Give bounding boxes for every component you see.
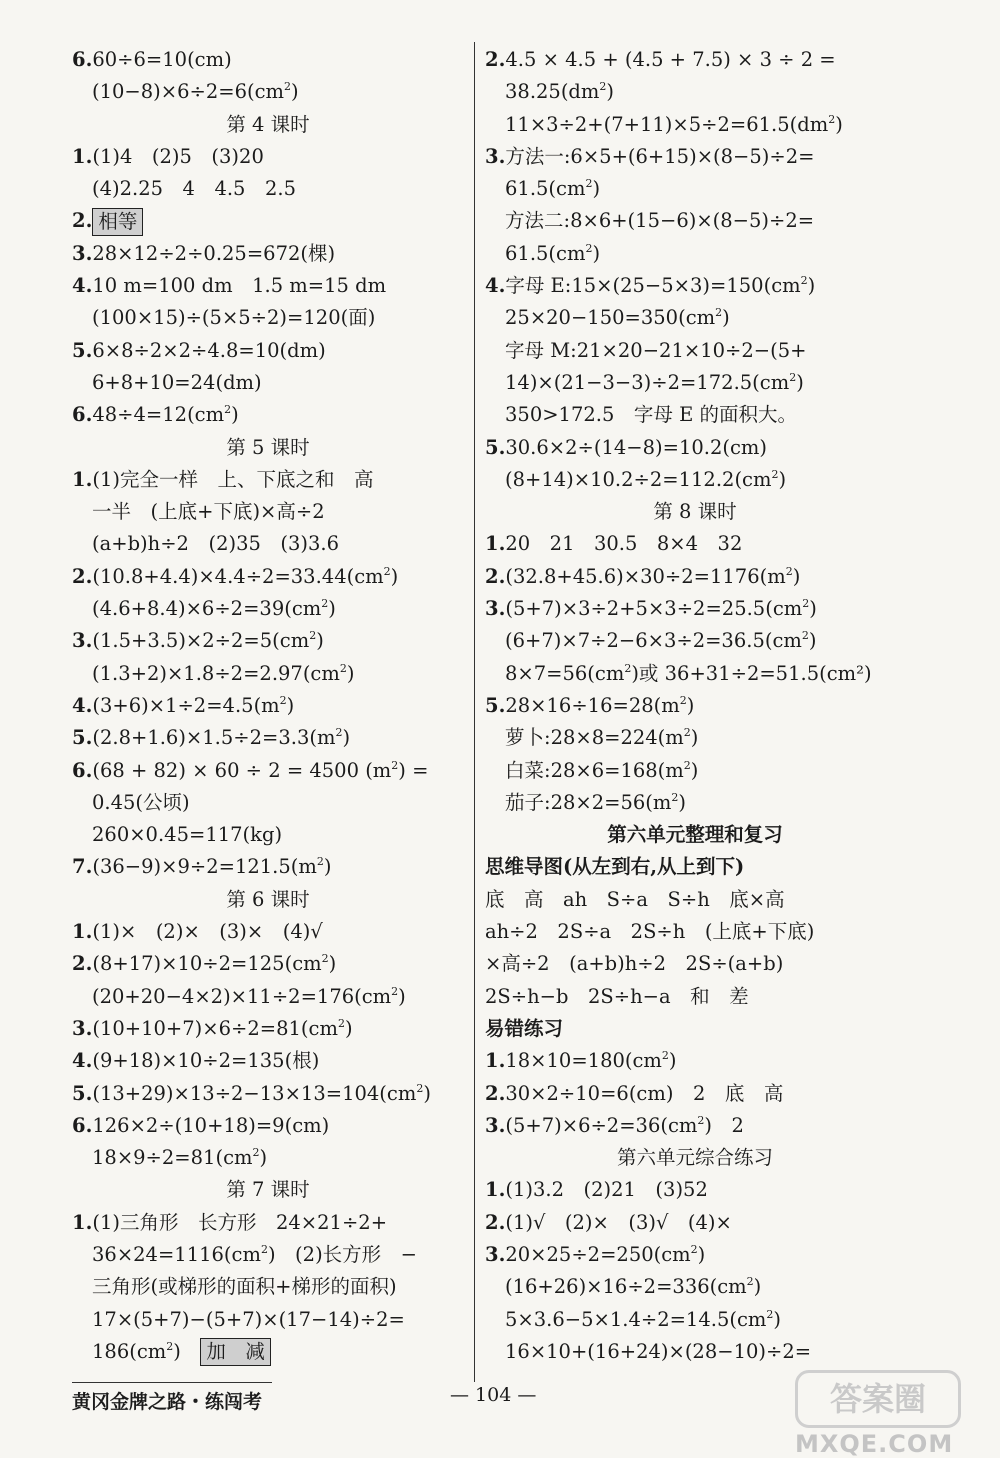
answer-line bbox=[485, 1078, 905, 1110]
answer-text: (6+7)×7÷2−6×3÷2=36.5(cm bbox=[505, 629, 802, 653]
answer-text: (10.8+4.4)×4.4÷2=33.44(cm bbox=[92, 564, 384, 588]
answer-line bbox=[485, 528, 905, 560]
answer-text: (10+10+7)×6÷2=81(cm bbox=[92, 1016, 338, 1040]
section-heading bbox=[485, 496, 905, 528]
answer-text: (2.8+1.6)×1.5÷2=3.3(m bbox=[92, 726, 336, 750]
answer-line bbox=[485, 205, 905, 237]
answer-text: (1)× (2)× (3)× (4)√ bbox=[92, 920, 323, 944]
question-number: 4. bbox=[72, 274, 93, 298]
answer-text: (3+6)×1÷2=4.5(m bbox=[92, 693, 280, 717]
answer-line bbox=[72, 1110, 464, 1142]
answer-text: ah÷2 2S÷a 2S÷h (上底+下底) bbox=[485, 920, 815, 944]
answer-text: 8×7=56(cm bbox=[505, 661, 625, 685]
answer-text-tail: ) bbox=[690, 758, 699, 782]
heading-text: 第 5 课时 bbox=[226, 435, 310, 459]
section-heading bbox=[72, 1174, 464, 1206]
answer-line bbox=[72, 981, 464, 1013]
unit-exponent: 2 bbox=[802, 597, 810, 611]
answer-text: (5+7)×3÷2+5×3÷2=25.5(cm bbox=[505, 597, 803, 621]
answer-text: 18×9÷2=81(cm bbox=[92, 1146, 253, 1170]
answer-text-tail: ) bbox=[390, 564, 399, 588]
answer-text: (1.3+2)×1.8÷2=2.97(cm bbox=[92, 661, 340, 685]
answer-text-tail: ) bbox=[328, 952, 337, 976]
answer-text: (4.6+8.4)×6÷2=39(cm bbox=[92, 597, 322, 621]
question-number: 1. bbox=[485, 532, 506, 556]
answer-line bbox=[72, 367, 464, 399]
answer-text-tail: ) bbox=[773, 1307, 781, 1331]
answer-text: (10−8)×6÷2=6(cm bbox=[92, 80, 285, 104]
answer-text: 260×0.45=117(kg) bbox=[92, 823, 283, 847]
answer-text: 2S÷h−b 2S÷h−a 和 差 bbox=[485, 984, 749, 1008]
unit-exponent: 2 bbox=[321, 952, 329, 966]
answer-text: 18×10=180(cm bbox=[505, 1049, 662, 1073]
heading-text: 第六单元综合练习 bbox=[616, 1146, 773, 1170]
question-number: 6. bbox=[72, 1113, 93, 1137]
question-number: 3. bbox=[72, 629, 93, 653]
question-number: 5. bbox=[72, 1081, 93, 1105]
question-number: 2. bbox=[72, 209, 93, 233]
unit-exponent: 2 bbox=[715, 306, 723, 320]
unit-exponent: 2 bbox=[316, 855, 324, 869]
answer-text: 三角形(或梯形的面积+梯形的面积) bbox=[92, 1275, 397, 1299]
answer-text: 350>172.5 字母 E 的面积大。 bbox=[505, 403, 798, 427]
answer-line bbox=[72, 44, 464, 76]
answer-line bbox=[485, 1110, 905, 1142]
answer-line bbox=[72, 76, 464, 108]
answer-text-tail: ) bbox=[835, 112, 843, 136]
section-heading bbox=[72, 109, 464, 141]
answer-line bbox=[72, 464, 464, 496]
answer-line bbox=[485, 1013, 905, 1045]
answer-line bbox=[485, 625, 905, 657]
answer-line bbox=[72, 399, 464, 431]
answer-text-tail: ) bbox=[592, 241, 601, 265]
answer-line bbox=[72, 205, 464, 237]
question-number: 5. bbox=[72, 726, 93, 750]
question-number: 3. bbox=[485, 597, 506, 621]
question-number: 1. bbox=[72, 920, 93, 944]
answer-line bbox=[485, 1336, 905, 1368]
question-number: 4. bbox=[72, 693, 93, 717]
answer-text: 5×3.6−5×1.4÷2=14.5(cm bbox=[505, 1307, 767, 1331]
answer-text-tail: ) bbox=[592, 177, 601, 201]
answer-text: 28×12÷2÷0.25=672(棵) bbox=[92, 241, 336, 265]
answer-text: (1)√ (2)× (3)√ (4)× bbox=[505, 1210, 732, 1234]
answer-text-tail: ) bbox=[690, 726, 699, 750]
answer-line bbox=[72, 690, 464, 722]
unit-exponent: 2 bbox=[284, 80, 292, 94]
column-divider bbox=[474, 42, 475, 1382]
question-number: 3. bbox=[485, 144, 506, 168]
answer-text: (8+17)×10÷2=125(cm bbox=[92, 952, 322, 976]
unit-exponent: 2 bbox=[391, 758, 399, 772]
question-number: 5. bbox=[485, 435, 506, 459]
answer-line bbox=[485, 464, 905, 496]
answer-line bbox=[72, 625, 464, 657]
answer-text-tail: ) (2)长方形 − bbox=[267, 1242, 418, 1266]
answer-text: 25×20−150=350(cm bbox=[505, 306, 716, 330]
answer-line bbox=[72, 238, 464, 270]
answer-line bbox=[485, 1304, 905, 1336]
question-number: 1. bbox=[72, 1210, 93, 1234]
answer-text-tail: ) bbox=[778, 467, 787, 491]
unit-exponent: 2 bbox=[661, 1049, 669, 1063]
answer-line bbox=[72, 1013, 464, 1045]
question-number: 3. bbox=[485, 1113, 506, 1137]
answer-text-tail: ) bbox=[291, 80, 299, 104]
answer-text-tail: ) bbox=[809, 597, 817, 621]
answer-line bbox=[485, 1207, 905, 1239]
answer-line bbox=[485, 238, 905, 270]
answer-text: (8+14)×10.2÷2=112.2(cm bbox=[505, 467, 772, 491]
answer-line bbox=[72, 141, 464, 173]
answer-text-tail: ) bbox=[316, 629, 324, 653]
unit-exponent: 2 bbox=[321, 597, 329, 611]
unit-exponent: 2 bbox=[766, 1307, 774, 1321]
answer-column-right bbox=[485, 44, 905, 1368]
heading-text: 第 7 课时 bbox=[226, 1178, 310, 1202]
answer-text-tail: )或 36+31÷2=51.5(cm²) bbox=[631, 661, 872, 685]
answer-text: (1)三角形 长方形 24×21÷2+ bbox=[92, 1210, 388, 1234]
answer-line bbox=[72, 1142, 464, 1174]
answer-column-left bbox=[72, 44, 464, 1368]
answer-text-tail: ) bbox=[286, 693, 295, 717]
answer-line bbox=[72, 270, 464, 302]
answer-line bbox=[485, 561, 905, 593]
answer-line bbox=[72, 658, 464, 690]
unit-exponent: 2 bbox=[339, 661, 347, 675]
question-number: 3. bbox=[485, 1242, 506, 1266]
answer-text: 思维导图(从左到右,从上到下) bbox=[485, 855, 745, 879]
answer-text-tail: ) bbox=[259, 1146, 268, 1170]
answer-text: (a+b)h÷2 (2)35 (3)3.6 bbox=[92, 532, 340, 556]
answer-text-tail: ) bbox=[344, 1016, 353, 1040]
unit-exponent: 2 bbox=[800, 274, 808, 288]
answer-text: 36×24=1116(cm bbox=[92, 1242, 261, 1266]
answer-line bbox=[485, 432, 905, 464]
answer-line bbox=[485, 1045, 905, 1077]
answer-text-tail: ) bbox=[722, 306, 730, 330]
answer-line bbox=[72, 948, 464, 980]
answer-text-tail: ) 2 bbox=[704, 1113, 744, 1137]
answer-text: 60÷6=10(cm) bbox=[92, 48, 232, 71]
answer-line bbox=[485, 367, 905, 399]
answer-line bbox=[485, 593, 905, 625]
question-number: 2. bbox=[72, 564, 93, 588]
answer-text: 底 高 ah S÷a S÷h 底×高 bbox=[485, 887, 785, 911]
unit-exponent: 2 bbox=[828, 112, 836, 126]
answer-text: (32.8+45.6)×30÷2=1176(m bbox=[505, 564, 786, 588]
question-number: 5. bbox=[72, 338, 93, 362]
unit-exponent: 2 bbox=[335, 726, 343, 740]
answer-line bbox=[485, 916, 905, 948]
answer-line bbox=[72, 1045, 464, 1077]
question-number: 6. bbox=[72, 48, 93, 71]
heading-text: 第六单元整理和复习 bbox=[607, 823, 783, 847]
answer-line bbox=[485, 302, 905, 334]
section-heading bbox=[72, 432, 464, 464]
answer-text: 0.45(公顷) bbox=[92, 790, 190, 814]
answer-line bbox=[485, 948, 905, 980]
answer-text-tail: ) bbox=[346, 661, 355, 685]
answer-text-tail: ) bbox=[606, 80, 615, 104]
answer-text: 61.5(cm bbox=[505, 177, 586, 201]
question-number: 5. bbox=[485, 693, 506, 717]
answer-line bbox=[72, 173, 464, 205]
watermark-logo: 答案圈 bbox=[795, 1370, 961, 1428]
answer-line bbox=[72, 561, 464, 593]
answer-line bbox=[485, 173, 905, 205]
watermark bbox=[795, 1370, 961, 1458]
heading-text: 第 6 课时 bbox=[226, 887, 310, 911]
answer-line bbox=[485, 722, 905, 754]
answer-text: (1)3.2 (2)21 (3)52 bbox=[505, 1178, 708, 1202]
answer-text: 186(cm bbox=[92, 1339, 167, 1363]
answer-text: 白菜:28×6=168(m bbox=[505, 758, 684, 782]
unit-exponent: 2 bbox=[416, 1081, 424, 1095]
answer-text: (1)完全一样 上、下底之和 高 bbox=[92, 467, 374, 491]
answer-text: (1)4 (2)5 (3)20 bbox=[92, 144, 264, 168]
heading-text: 第 8 课时 bbox=[653, 500, 737, 524]
answer-line bbox=[485, 141, 905, 173]
unit-exponent: 2 bbox=[771, 467, 779, 481]
book-title: 黄冈金牌之路・练闯考 bbox=[72, 1382, 272, 1414]
question-number: 1. bbox=[485, 1049, 506, 1073]
unit-exponent: 2 bbox=[624, 661, 632, 675]
answer-line bbox=[72, 819, 464, 851]
question-number: 3. bbox=[72, 1016, 93, 1040]
answer-line bbox=[72, 1078, 464, 1110]
answer-line bbox=[72, 1304, 464, 1336]
unit-exponent: 2 bbox=[683, 726, 691, 740]
answer-text: 48÷4=12(cm bbox=[92, 403, 225, 427]
unit-exponent: 2 bbox=[585, 177, 593, 191]
page-number: — 104 — bbox=[450, 1384, 537, 1406]
question-number: 2. bbox=[485, 1210, 506, 1234]
answer-line bbox=[485, 755, 905, 787]
unit-exponent: 2 bbox=[746, 1275, 754, 1289]
answer-text-tail: ) bbox=[686, 693, 695, 717]
answer-text: 萝卜:28×8=224(m bbox=[505, 726, 684, 750]
unit-exponent: 2 bbox=[166, 1339, 174, 1353]
answer-line bbox=[485, 399, 905, 431]
unit-exponent: 2 bbox=[383, 564, 391, 578]
answer-line bbox=[485, 44, 905, 76]
question-number: 2. bbox=[72, 952, 93, 976]
unit-exponent: 2 bbox=[683, 758, 691, 772]
answer-text-tail: ) bbox=[423, 1081, 431, 1105]
answer-text: 30.6×2÷(14−8)=10.2(cm) bbox=[505, 435, 768, 459]
answer-text: 30×2÷10=6(cm) 2 底 高 bbox=[505, 1081, 784, 1105]
answer-text: 38.25(dm bbox=[505, 80, 600, 104]
answer-text-tail: ) bbox=[323, 855, 332, 879]
answer-text: 字母 M:21×20−21×10÷2−(5+ bbox=[505, 338, 807, 362]
boxed-answer: 相等 bbox=[92, 208, 143, 236]
question-number: 4. bbox=[485, 274, 506, 298]
answer-text: 17×(5+7)−(5+7)×(17−14)÷2= bbox=[92, 1307, 405, 1331]
answer-line bbox=[485, 335, 905, 367]
answer-line bbox=[485, 1271, 905, 1303]
answer-text-tail: ) bbox=[668, 1049, 677, 1073]
answer-line bbox=[485, 851, 905, 883]
watermark-url: MXQE.COM bbox=[795, 1430, 954, 1458]
unit-exponent: 2 bbox=[252, 1146, 260, 1160]
unit-exponent: 2 bbox=[679, 693, 687, 707]
answer-line bbox=[485, 109, 905, 141]
heading-text: 第 4 课时 bbox=[226, 112, 310, 136]
answer-text-tail: ) bbox=[753, 1275, 762, 1299]
answer-text-tail: ) bbox=[808, 629, 817, 653]
section-heading bbox=[485, 819, 905, 851]
unit-exponent: 2 bbox=[585, 241, 593, 255]
unit-exponent: 2 bbox=[785, 564, 793, 578]
answer-text: 14)×(21−3−3)÷2=172.5(cm bbox=[505, 370, 790, 394]
question-number: 1. bbox=[72, 467, 93, 491]
answer-line bbox=[485, 981, 905, 1013]
answer-text: 61.5(cm bbox=[505, 241, 586, 265]
boxed-answer: 加 减 bbox=[200, 1338, 271, 1366]
answer-line bbox=[72, 916, 464, 948]
answer-text: 方法二:8×6+(15−6)×(8−5)÷2= bbox=[505, 209, 815, 233]
question-number: 4. bbox=[72, 1049, 93, 1073]
answer-line bbox=[485, 787, 905, 819]
answer-text: 11×3÷2+(7+11)×5÷2=61.5(dm bbox=[505, 112, 829, 136]
question-number: 1. bbox=[485, 1178, 506, 1202]
unit-exponent: 2 bbox=[260, 1242, 268, 1256]
answer-text: 10 m=100 dm 1.5 m=15 dm bbox=[92, 274, 387, 298]
answer-text-tail: ) bbox=[678, 790, 686, 814]
answer-line bbox=[485, 1174, 905, 1206]
answer-text: 6×8÷2×2÷4.8=10(dm) bbox=[92, 338, 326, 362]
answer-text-tail: ) bbox=[807, 274, 816, 298]
answer-text: (5+7)×6÷2=36(cm bbox=[505, 1113, 698, 1137]
answer-line bbox=[72, 851, 464, 883]
answer-line bbox=[485, 1239, 905, 1271]
answer-line bbox=[72, 593, 464, 625]
unit-exponent: 2 bbox=[309, 629, 317, 643]
answer-line bbox=[72, 1207, 464, 1239]
answer-text: 20×25÷2=250(cm bbox=[505, 1242, 691, 1266]
answer-line bbox=[72, 1271, 464, 1303]
answer-text: 4.5 × 4.5 + (4.5 + 7.5) × 3 ÷ 2 = bbox=[505, 48, 836, 71]
answer-line bbox=[485, 690, 905, 722]
answer-text-tail: ) bbox=[398, 984, 406, 1008]
answer-text: 一半 (上底+下底)×高÷2 bbox=[92, 500, 325, 524]
unit-exponent: 2 bbox=[789, 370, 797, 384]
answer-text-tail: ) bbox=[342, 726, 351, 750]
answer-line bbox=[72, 302, 464, 334]
answer-text: (9+18)×10÷2=135(根) bbox=[92, 1049, 320, 1073]
answer-text-tail: ) bbox=[328, 597, 336, 621]
answer-text-tail: ) bbox=[231, 403, 239, 427]
answer-text-tail: ) bbox=[792, 564, 801, 588]
unit-exponent: 2 bbox=[224, 403, 232, 417]
unit-exponent: 2 bbox=[279, 693, 287, 707]
answer-text: (4)2.25 4 4.5 2.5 bbox=[92, 177, 296, 201]
question-number: 3. bbox=[72, 241, 93, 265]
answer-text: (16+26)×16÷2=336(cm bbox=[505, 1275, 747, 1299]
answer-text: (13+29)×13÷2−13×13=104(cm bbox=[92, 1081, 417, 1105]
unit-exponent: 2 bbox=[337, 1016, 345, 1030]
unit-exponent: 2 bbox=[690, 1242, 698, 1256]
answer-line bbox=[72, 722, 464, 754]
answer-line bbox=[485, 270, 905, 302]
unit-exponent: 2 bbox=[391, 984, 399, 998]
answer-text-tail: ) bbox=[697, 1242, 706, 1266]
answer-text-tail: ) = bbox=[398, 758, 429, 782]
answer-text: ×高÷2 (a+b)h÷2 2S÷(a+b) bbox=[485, 952, 784, 976]
answer-text: 126×2÷(10+18)=9(cm) bbox=[92, 1113, 330, 1137]
answer-text: 茄子:28×2=56(m bbox=[505, 790, 672, 814]
answer-text: (100×15)÷(5×5÷2)=120(面) bbox=[92, 306, 376, 330]
unit-exponent: 2 bbox=[801, 629, 809, 643]
answer-text: (20+20−4×2)×11÷2=176(cm bbox=[92, 984, 392, 1008]
answer-text: 方法一:6×5+(6+15)×(8−5)÷2= bbox=[505, 144, 815, 168]
answer-text-tail: ) bbox=[173, 1339, 201, 1363]
question-number: 1. bbox=[72, 144, 93, 168]
question-number: 6. bbox=[72, 403, 93, 427]
answer-text: (68 + 82) × 60 ÷ 2 = 4500 (m bbox=[92, 758, 392, 782]
question-number: 6. bbox=[72, 758, 93, 782]
answer-line bbox=[72, 496, 464, 528]
answer-line bbox=[72, 335, 464, 367]
answer-text: 6+8+10=24(dm) bbox=[92, 370, 262, 394]
answer-text: 易错练习 bbox=[485, 1016, 564, 1040]
unit-exponent: 2 bbox=[697, 1113, 705, 1127]
answer-text: (1.5+3.5)×2÷2=5(cm bbox=[92, 629, 310, 653]
question-number: 2. bbox=[485, 48, 506, 71]
answer-line bbox=[485, 884, 905, 916]
answer-text: (36−9)×9÷2=121.5(m bbox=[92, 855, 317, 879]
answer-line bbox=[72, 528, 464, 560]
answer-line bbox=[72, 755, 464, 787]
question-number: 2. bbox=[485, 1081, 506, 1105]
unit-exponent: 2 bbox=[671, 790, 679, 804]
answer-line bbox=[72, 1239, 464, 1271]
unit-exponent: 2 bbox=[599, 80, 607, 94]
question-number: 7. bbox=[72, 855, 93, 879]
answer-line bbox=[485, 658, 905, 690]
answer-text: 20 21 30.5 8×4 32 bbox=[505, 532, 743, 556]
answer-text: 28×16÷16=28(m bbox=[505, 693, 680, 717]
question-number: 2. bbox=[485, 564, 506, 588]
answer-line bbox=[72, 1336, 464, 1368]
answer-line bbox=[485, 76, 905, 108]
answer-text: 字母 E:15×(25−5×3)=150(cm bbox=[505, 274, 801, 298]
answer-text-tail: ) bbox=[796, 370, 804, 394]
section-heading bbox=[485, 1142, 905, 1174]
section-heading bbox=[72, 884, 464, 916]
answer-line bbox=[72, 787, 464, 819]
answer-text: 16×10+(16+24)×(28−10)÷2= bbox=[505, 1339, 812, 1363]
